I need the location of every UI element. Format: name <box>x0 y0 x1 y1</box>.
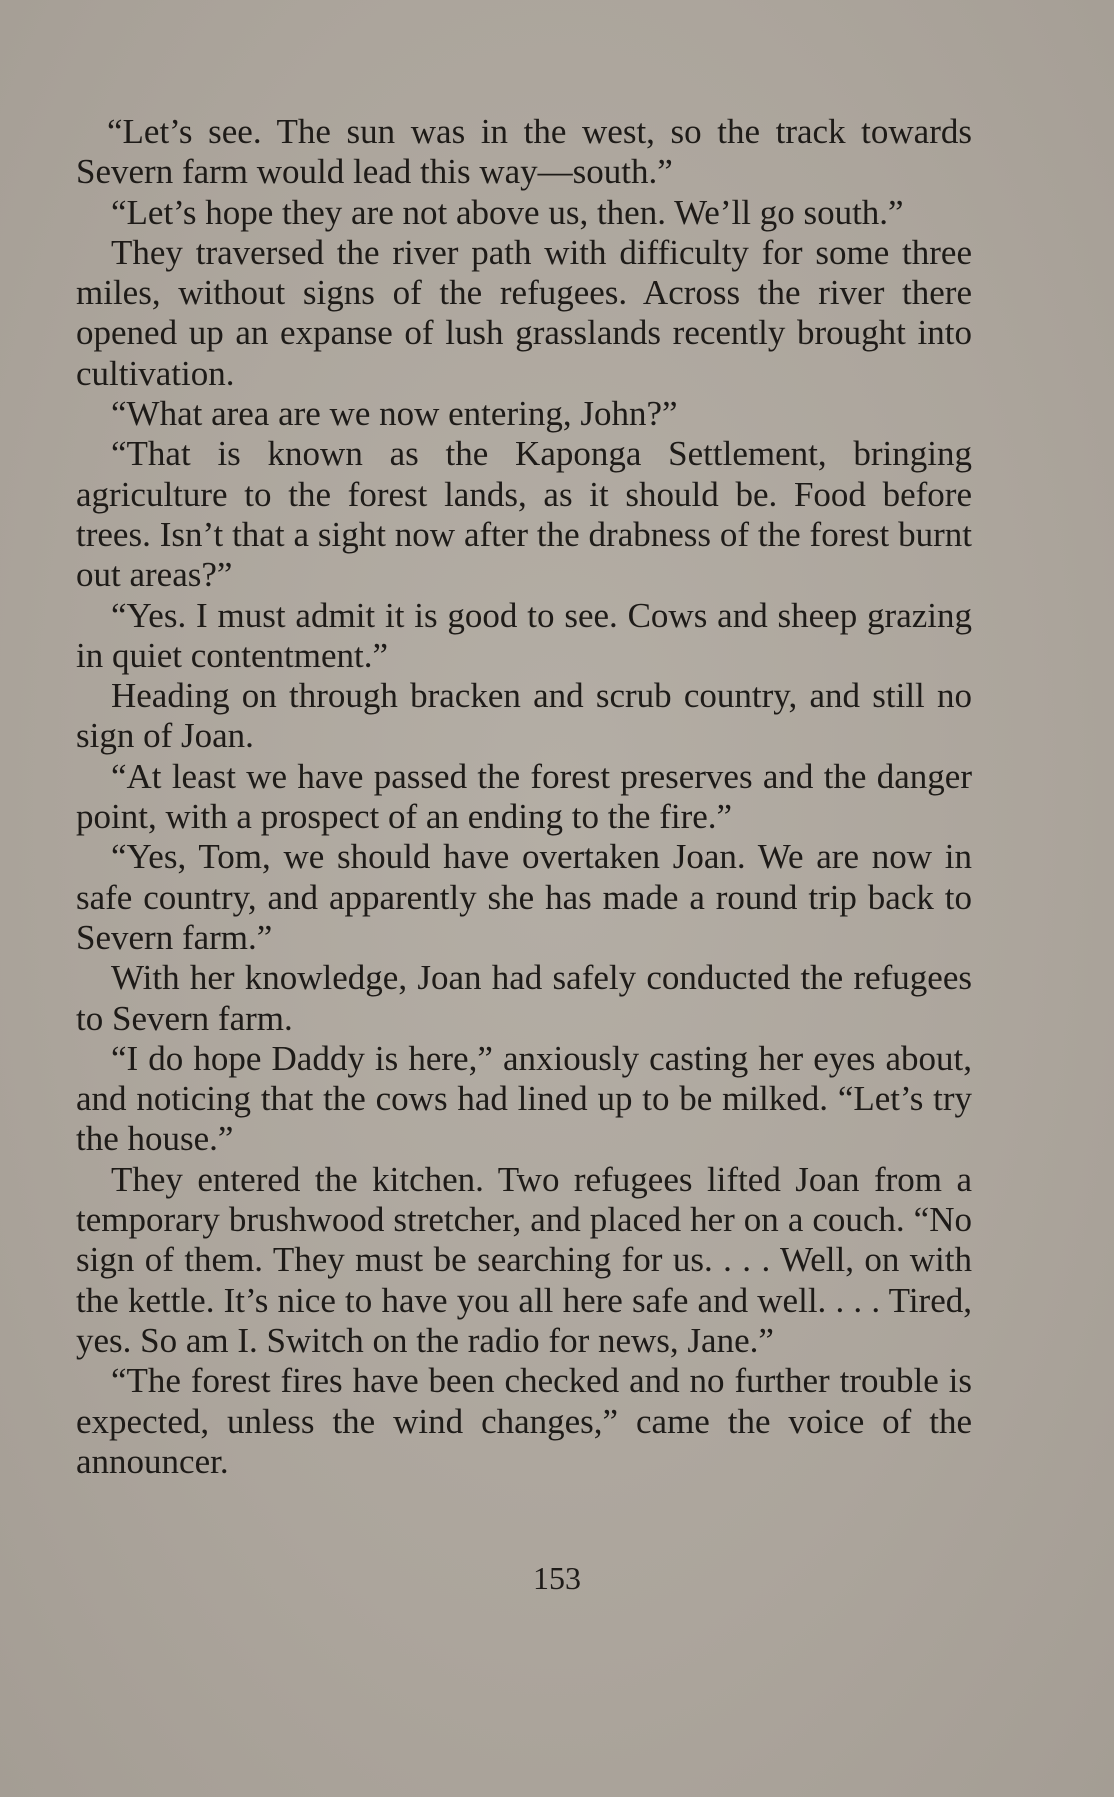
paragraph-9: “Yes, Tom, we should have overtaken Joan. We are now in safe country, and apparently she has made a round trip back to Severn farm.” <box>76 837 972 957</box>
paragraph-10: With her knowledge, Joan had safely conducted the refugees to Severn farm. <box>76 958 972 1038</box>
paragraph-1: “Let’s see. The sun was in the west, so the track towards Severn farm would lead this way—south.” <box>76 112 972 192</box>
paragraph-7: Heading on through bracken and scrub country, and still no sign of Joan. <box>76 676 972 756</box>
paragraph-2: “Let’s hope they are not above us, then. We’ll go south.” <box>111 192 904 232</box>
paragraph-12: They entered the kitchen. Two refugees lifted Joan from a temporary brushwood stretcher, and placed her on a couch. “No sign of them. They must be searching for us. . . . Well, on with the kettle. It’s nice to have you all here safe and well. . . . Tired, yes. So am I. Switch on the radio for news, Jane.” <box>76 1159 972 1360</box>
paragraph-8: “At least we have passed the forest preserves and the danger point, with a prospect of an ending to the fire.” <box>76 756 972 837</box>
paragraph-11: “I do hope Daddy is here,” anxiously casting her eyes about, and noticing that the cows had lined up to be milked. “Let’s try the house.” <box>76 1038 972 1159</box>
paragraph-4: “What area are we now entering, John?” <box>111 394 678 434</box>
paragraph-13: “The forest fires have been checked and no further trouble is expected, unless the wind changes,” came the voice of the announcer. <box>76 1361 972 1481</box>
paragraph-3: They traversed the river path with difficulty for some three miles, without signs of the refugees. Across the river there opened up an expanse of lush grasslands recently brought into cultivation. <box>76 232 972 393</box>
body-text <box>76 112 972 1482</box>
page-number: 153 <box>533 1560 581 1596</box>
paragraph-6: “Yes. I must admit it is good to see. Cows and sheep grazing in quiet contentment.” <box>76 595 972 675</box>
paragraph-5: “That is known as the Kaponga Settlement, bringing agriculture to the forest lands, as it should be. Food before trees. Isn’t that a sight now after the drabness of the forest burnt out areas?” <box>76 434 972 595</box>
